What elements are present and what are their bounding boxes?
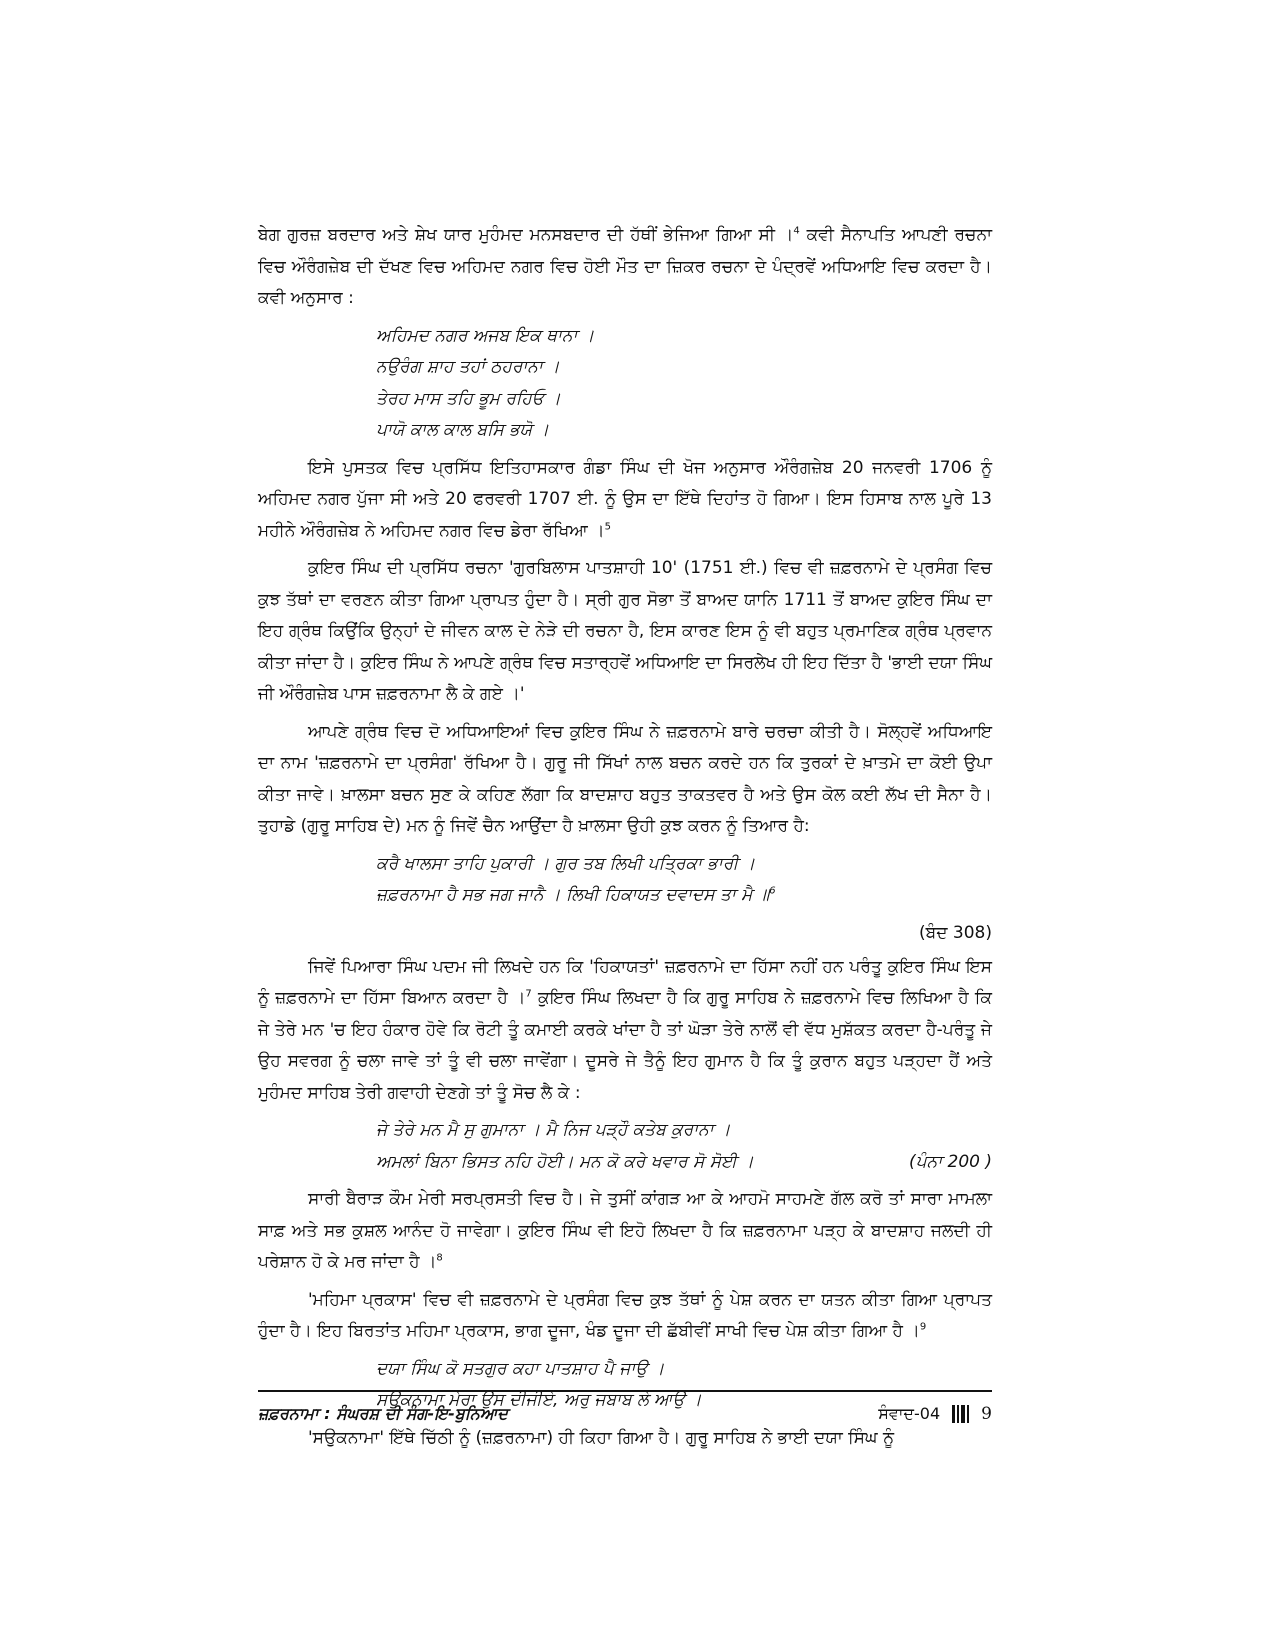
- band-reference: (ਬੰਦ 308): [919, 922, 992, 943]
- verse-line: ਅਹਿਮਦ ਨਗਰ ਅਜਬ ਇਕ ਥਾਨਾ ।: [376, 325, 595, 346]
- footnote-ref-7[interactable]: 7: [525, 988, 532, 1000]
- paragraph-6-text: ਸਾਰੀ ਬੈਰਾੜ ਕੌਮ ਮੇਰੀ ਸਰਪ੍ਰਸਤੀ ਵਿਚ ਹੈ। ਜੇ ਤੁਸੀਂ ਕਾਂਗੜ ਆ ਕੇ ਆਹਮੋ ਸਾਹਮਣੇ ਗੱਲ ਕਰੋ ਤਾਂ ਸਾਰਾ ਮਾਮਲਾ ਸਾਫ਼ ਅਤੇ ਸਭ ਕੁਸ਼ਲ ਆਨੰਦ ਹੋ ਜਾਵੇਗਾ। ਕੁਇਰ ਸਿੰਘ ਵੀ ਇਹੋ ਲਿਖਦਾ ਹੈ ਕਿ ਜ਼ਫ਼ਰਨਾਮਾ ਪੜ੍ਹ ਕੇ ਬਾਦਸ਼ਾਹ ਜਲਦੀ ਹੀ ਪਰੇਸ਼ਾਨ ਹੋ ਕੇ ਮਰ ਜਾਂਦਾ ਹੈ ।: [258, 1189, 992, 1272]
- paragraph-5-text-cont: ਕੁਇਰ ਸਿੰਘ ਲਿਖਦਾ ਹੈ ਕਿ ਗੁਰੂ ਸਾਹਿਬ ਨੇ ਜ਼ਫ਼ਰਨਾਮੇ ਵਿਚ ਲਿਖਿਆ ਹੈ ਕਿ ਜੇ ਤੇਰੇ ਮਨ 'ਚ ਇਹ ਹੰਕਾਰ ਹੋਵੇ ਕਿ ਰੋਟੀ ਤੂੰ ਕਮਾਈ ਕਰਕੇ ਖਾਂਦਾ ਹੈ ਤਾਂ ਘੋੜਾ ਤੇਰੇ ਨਾਲੋਂ ਵੀ ਵੱਧ ਮੁਸ਼ੱਕਤ ਕਰਦਾ ਹੈ-ਪਰੰਤੂ ਜੇ ਉਹ ਸਵਰਗ ਨੂੰ ਚਲਾ ਜਾਵੇ ਤਾਂ ਤੂੰ ਵੀ ਚਲਾ ਜਾਵੇਂਗਾ। ਦੂਸਰੇ ਜੇ ਤੈਨੂੰ ਇਹ ਗੁਮਾਨ ਹੈ ਕਿ ਤੂੰ ਕੁਰਾਨ ਬਹੁਤ ਪੜ੍ਹਦਾ ਹੈਂ ਅਤੇ ਮੁਹੰਮਦ ਸਾਹਿਬ ਤੇਰੀ ਗਵਾਹੀ ਦੇਣਗੇ ਤਾਂ ਤੂੰ ਸੋਚ ਲੈ ਕੇ :: [258, 988, 992, 1103]
- paragraph-1-text-cont: ਕਵੀ ਸੈਨਾਪਤਿ ਆਪਣੀ ਰਚਨਾ ਵਿਚ ਔਰੰਗਜ਼ੇਬ ਦੀ ਦੱਖਣ ਵਿਚ ਅਹਿਮਦ ਨਗਰ ਵਿਚ ਹੋਈ ਮੌਤ ਦਾ ਜ਼ਿਕਰ ਰਚਨਾ ਦੇ ਪੰਦ੍ਰਵੇਂ ਅਧਿਆਇ ਵਿਚ ਕਰਦਾ ਹੈ। ਕਵੀ ਅਨੁਸਾਰ :: [258, 225, 992, 308]
- paragraph-1: [258, 220, 992, 315]
- paragraph-5: [258, 952, 992, 1110]
- verse-block-1: [376, 321, 992, 447]
- paragraph-5-text: ਜਿਵੇਂ ਪਿਆਰਾ ਸਿੰਘ ਪਦਮ ਜੀ ਲਿਖਦੇ ਹਨ ਕਿ 'ਹਿਕਾਯਤਾਂ' ਜ਼ਫ਼ਰਨਾਮੇ ਦਾ ਹਿੱਸਾ ਨਹੀਂ ਹਨ ਪਰੰਤੂ ਕੁਇਰ ਸਿੰਘ ਇਸ ਨੂੰ ਜ਼ਫ਼ਰਨਾਮੇ ਦਾ ਹਿੱਸਾ ਬਿਆਨ ਕਰਦਾ ਹੈ ।: [258, 956, 992, 1008]
- verse-line-text: ਜੇ ਤੇਰੇ ਮਨ ਮੈ ਸੁ ਗੁਮਾਨਾ । ਮੈ ਨਿਜ ਪੜ੍ਹੌ ਕਤੇਬ ਕੁਰਾਨਾ ।: [376, 1120, 731, 1140]
- verse-line: [376, 1147, 992, 1179]
- paragraph-1-text: ਬੇਗ ਗੁਰਜ਼ ਬਰਦਾਰ ਅਤੇ ਸ਼ੇਖ ਯਾਰ ਮੁਹੰਮਦ ਮਨਸਬਦਾਰ ਦੀ ਹੱਥੀਂ ਭੇਜਿਆ ਗਿਆ ਸੀ ।: [258, 225, 794, 245]
- verse-line: ਸਉਕਨਾਮਾ ਮੇਰਾ ਉਸ ਦੀਜੀਏ, ਅਰੁ ਜਬਾਬ ਲੇ ਆਉ ।: [376, 1390, 702, 1410]
- verse-line: [376, 1115, 992, 1147]
- paragraph-6: [258, 1184, 992, 1279]
- footnote-ref-9[interactable]: 9: [919, 1321, 927, 1333]
- paragraph-4: ਆਪਣੇ ਗ੍ਰੰਥ ਵਿਚ ਦੋ ਅਧਿਆਇਆਂ ਵਿਚ ਕੁਇਰ ਸਿੰਘ ਨੇ ਜ਼ਫ਼ਰਨਾਮੇ ਬਾਰੇ ਚਰਚਾ ਕੀਤੀ ਹੈ। ਸੋਲ੍ਹਵੇਂ ਅਧਿਆਇ ਦਾ ਨਾਮ 'ਜ਼ਫ਼ਰਨਾਮੇ ਦਾ ਪ੍ਰਸੰਗ' ਰੱਖਿਆ ਹੈ। ਗੁਰੂ ਜੀ ਸਿੱਖਾਂ ਨਾਲ ਬਚਨ ਕਰਦੇ ਹਨ ਕਿ ਤੁਰਕਾਂ ਦੇ ਖ਼ਾਤਮੇ ਦਾ ਕੋਈ ਉਪਾ ਕੀਤਾ ਜਾਵੇ। ਖ਼ਾਲਸਾ ਬਚਨ ਸੁਣ ਕੇ ਕਹਿਣ ਲੱਗਾ ਕਿ ਬਾਦਸ਼ਾਹ ਬਹੁਤ ਤਾਕਤਵਰ ਹੈ ਅਤੇ ਉਸ ਕੋਲ ਕਈ ਲੱਖ ਦੀ ਸੈਨਾ ਹੈ। ਤੁਹਾਡੇ (ਗੁਰੂ ਸਾਹਿਬ ਦੇ) ਮਨ ਨੂੰ ਜਿਵੇਂ ਚੈਨ ਆਉਂਦਾ ਹੈ ਖ਼ਾਲਸਾ ਉਹੀ ਕੁਝ ਕਰਨ ਨੂੰ ਤਿਆਰ ਹੈ:: [258, 721, 992, 836]
- verse-line-text: ਅਮਲਾਂ ਬਿਨਾ ਭਿਸਤ ਨਹਿ ਹੋਈ। ਮਨ ਕੋ ਕਰੇ ਖਵਾਰ ਸੋ ਸੋਈ ।: [376, 1151, 754, 1172]
- footer-right: [878, 1404, 992, 1424]
- paragraph-2-text: ਇਸੇ ਪੁਸਤਕ ਵਿਚ ਪ੍ਰਸਿੱਧ ਇਤਿਹਾਸਕਾਰ ਗੰਡਾ ਸਿੰਘ ਦੀ ਖੋਜ ਅਨੁਸਾਰ ਔਰੰਗਜ਼ੇਬ 20 ਜਨਵਰੀ 1706 ਨੂੰ ਅਹਿਮਦ ਨਗਰ ਪੁੱਜਾ ਸੀ ਅਤੇ 20 ਫਰਵਰੀ 1707 ਈ. ਨੂੰ ਉਸ ਦਾ ਇੱਥੇ ਦਿਹਾਂਤ ਹੋ ਗਿਆ। ਇਸ ਹਿਸਾਬ ਨਾਲ ਪੂਰੇ 13 ਮਹੀਨੇ ਔਰੰਗਜ਼ੇਬ ਨੇ ਅਹਿਮਦ ਨਗਰ ਵਿਚ ਡੇਰਾ ਰੱਖਿਆ ।: [258, 457, 992, 541]
- page-footer: [258, 1390, 992, 1424]
- page-number: 9: [981, 1404, 992, 1424]
- footnote-ref-4[interactable]: 4: [793, 225, 800, 237]
- verse-line: ਦਯਾ ਸਿੰਘ ਕੋ ਸਤਗੁਰ ਕਹਾ ਪਾਤਸ਼ਾਹ ਪੈ ਜਾਉ ।: [376, 1358, 665, 1379]
- verse-line: [376, 880, 992, 912]
- verse-line-text: ਜ਼ਫ਼ਰਨਾਮਾ ਹੈ ਸਭ ਜਗ ਜਾਨੈ । ਲਿਖੀ ਹਿਕਾਯਤ ਦਵਾਦਸ ਤਾ ਮੈ ॥: [376, 885, 770, 905]
- footer-issue: ਸੰਵਾਦ-04: [878, 1404, 941, 1423]
- paragraph-3: ਕੁਇਰ ਸਿੰਘ ਦੀ ਪ੍ਰਸਿੱਧ ਰਚਨਾ 'ਗੁਰਬਿਲਾਸ ਪਾਤਸ਼ਾਹੀ 10' (1751 ਈ.) ਵਿਚ ਵੀ ਜ਼ਫ਼ਰਨਾਮੇ ਦੇ ਪ੍ਰਸੰਗ ਵਿਚ ਕੁਝ ਤੱਥਾਂ ਦਾ ਵਰਣਨ ਕੀਤਾ ਗਿਆ ਪ੍ਰਾਪਤ ਹੁੰਦਾ ਹੈ। ਸ੍ਰੀ ਗੁਰ ਸੋਭਾ ਤੋਂ ਬਾਅਦ ਯਾਨਿ 1711 ਤੋਂ ਬਾਅਦ ਕੁਇਰ ਸਿੰਘ ਦਾ ਇਹ ਗ੍ਰੰਥ ਕਿਉਂਕਿ ਉਨ੍ਹਾਂ ਦੇ ਜੀਵਨ ਕਾਲ ਦੇ ਨੇੜੇ ਦੀ ਰਚਨਾ ਹੈ, ਇਸ ਕਾਰਣ ਇਸ ਨੂੰ ਵੀ ਬਹੁਤ ਪ੍ਰਮਾਣਿਕ ਗ੍ਰੰਥ ਪ੍ਰਵਾਨ ਕੀਤਾ ਜਾਂਦਾ ਹੈ। ਕੁਇਰ ਸਿੰਘ ਨੇ ਆਪਣੇ ਗ੍ਰੰਥ ਵਿਚ ਸਤਾਰ੍ਹਵੇਂ ਅਧਿਆਇ ਦਾ ਸਿਰਲੇਖ ਹੀ ਇਹ ਦਿੱਤਾ ਹੈ 'ਭਾਈ ਦਯਾ ਸਿੰਘ ਜੀ ਔਰੰਗਜ਼ੇਬ ਪਾਸ ਜ਼ਫ਼ਰਨਾਮਾ ਲੈ ਕੇ ਗਏ ।': [258, 558, 992, 704]
- footer-title: ਜ਼ਫ਼ਰਨਾਮਾ : ਸੰਘਰਸ਼ ਦੀ ਸੰਗ-ਇ-ਬੁਨਿਆਦ: [258, 1404, 508, 1423]
- footnote-ref-8[interactable]: 8: [436, 1252, 443, 1264]
- page-reference: (ਪੰਨਾ 200 ): [909, 1151, 992, 1172]
- verse-block-3: [376, 1115, 992, 1178]
- paragraph-7-text: 'ਮਹਿਮਾ ਪ੍ਰਕਾਸ' ਵਿਚ ਵੀ ਜ਼ਫ਼ਰਨਾਮੇ ਦੇ ਪ੍ਰਸੰਗ ਵਿਚ ਕੁਝ ਤੱਥਾਂ ਨੂੰ ਪੇਸ਼ ਕਰਨ ਦਾ ਯਤਨ ਕੀਤਾ ਗਿਆ ਪ੍ਰਾਪਤ ਹੁੰਦਾ ਹੈ। ਇਹ ਬਿਰਤਾਂਤ ਮਹਿਮਾ ਪ੍ਰਕਾਸ, ਭਾਗ ਦੂਜਾ, ਖੰਡ ਦੂਜਾ ਦੀ ਛੱਬੀਵੀਂ ਸਾਖੀ ਵਿਚ ਪੇਸ਼ ਕੀਤਾ ਗਿਆ ਹੈ ।: [258, 1289, 992, 1341]
- footnote-ref-5[interactable]: 5: [604, 520, 611, 532]
- footnote-ref-6[interactable]: 6: [769, 885, 776, 897]
- verse-block-2: [376, 849, 992, 912]
- verse-line: ਨਉਰੰਗ ਸ਼ਾਹ ਤਹਾਂ ਠਹਰਾਨਾ ।: [376, 357, 560, 377]
- verse-line: ਕਰੈ ਖਾਲਸਾ ਤਾਹਿ ਪੁਕਾਰੀ । ਗੁਰ ਤਬ ਲਿਖੀ ਪਤ੍ਰਿਕਾ ਭਾਰੀ ।: [376, 853, 756, 874]
- paragraph-7: [258, 1285, 992, 1348]
- paragraph-2: [258, 453, 992, 548]
- verse-line: ਪਾਯੋ ਕਾਲ ਕਾਲ ਬਸਿ ਭਯੋ ।: [376, 420, 549, 440]
- page-body: [258, 220, 992, 1460]
- paragraph-8: 'ਸਉਕਨਾਮਾ' ਇੱਥੇ ਚਿੱਠੀ ਨੂੰ (ਜ਼ਫ਼ਰਨਾਮਾ) ਹੀ ਕਿਹਾ ਗਿਆ ਹੈ। ਗੁਰੂ ਸਾਹਿਬ ਨੇ ਭਾਈ ਦਯਾ ਸਿੰਘ ਨੂੰ: [308, 1427, 895, 1448]
- verse-line: ਤੇਰਹ ਮਾਸ ਤਹਿ ਭੂਮ ਰਹਿਓ ।: [376, 388, 561, 409]
- barcode-icon: [952, 1405, 969, 1423]
